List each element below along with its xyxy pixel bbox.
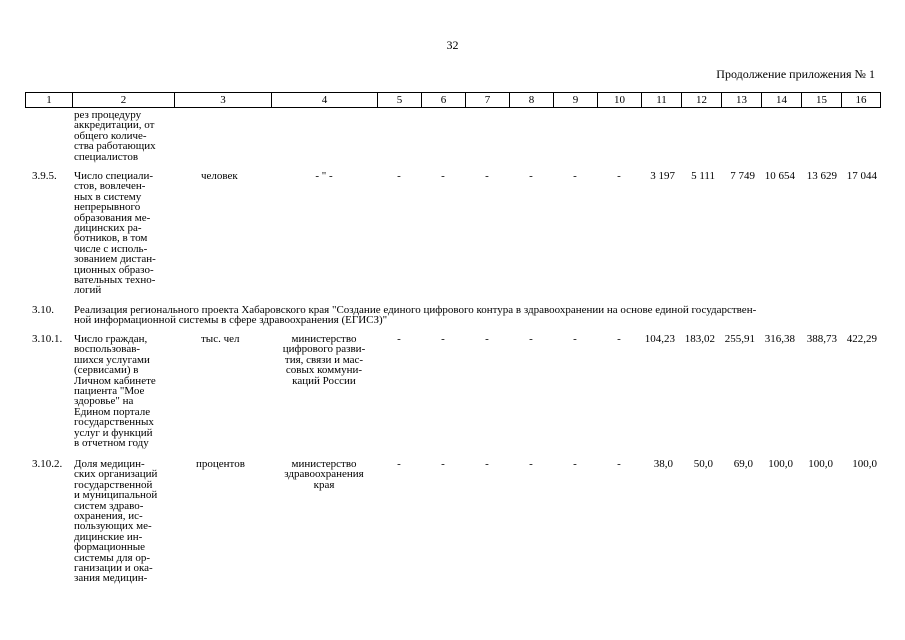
indicator-name: Доля медицин- ских организаций государственной и муниципальной систем здраво- охранения, ис- пользующих ме- дицинские ин- формационные системы для ор- ганизации и ока- зания медицин- [74,458,158,585]
col-header: 15 [802,93,842,108]
value-cell: 100,0 [852,458,877,470]
value-cell: 183,02 [684,333,715,345]
col-header: 2 [73,93,175,108]
col-header: 8 [510,93,554,108]
value-cell: - [397,333,401,345]
col-header: 4 [272,93,378,108]
value-cell: - [397,170,401,182]
value-cell: - [397,458,401,470]
value-cell: 100,0 [808,458,833,470]
column-number-header [25,92,881,108]
responsible: министерство цифрового разви- тия, связи и мас- совых коммуни- каций России [282,333,366,387]
value-cell: - [617,458,621,470]
indicator-name: Число специали- стов, вовлечен- ных в систему непрерывного образования ме- дицинских ра- ботников, в том числе с исполь- зованием дистан- ционных образо- вательных техно- логий [74,170,156,297]
col-header: 7 [466,93,510,108]
value-cell: - [573,170,577,182]
unit: процентов [196,458,245,470]
col-header: 11 [642,93,682,108]
value-cell: - [529,333,533,345]
value-cell: 10 654 [764,170,795,182]
value-cell: - [485,170,489,182]
col-header: 16 [842,93,881,108]
col-header: 5 [378,93,422,108]
value-cell: - [617,170,621,182]
unit: тыс. чел [201,333,240,345]
continuation-label: Продолжение приложения № 1 [716,67,875,81]
col-header: 1 [26,93,73,108]
row-number: 3.9.5. [32,170,57,182]
value-cell: 5 111 [691,170,715,182]
row-number: 3.10. [32,304,54,316]
value-cell: 13 629 [806,170,837,182]
value-cell: - [485,333,489,345]
value-cell: 104,23 [644,333,675,345]
value-cell: - [529,170,533,182]
value-cell: - [617,333,621,345]
value-cell: 3 197 [650,170,675,182]
responsible: министерство здравоохранения края [284,458,364,491]
value-cell: 38,0 [653,458,673,470]
col-header: 3 [175,93,272,108]
unit: человек [201,170,238,182]
col-header: 13 [722,93,762,108]
col-header: 12 [682,93,722,108]
value-cell: - [441,458,445,470]
page-number: 32 [446,38,459,52]
col-header: 9 [554,93,598,108]
value-cell: 50,0 [693,458,713,470]
value-cell: 422,29 [846,333,877,345]
responsible: - " - [315,170,333,182]
value-cell: 69,0 [733,458,753,470]
col-header: 10 [598,93,642,108]
col-header: 6 [422,93,466,108]
row-number: 3.10.1. [32,333,63,345]
value-cell: - [441,170,445,182]
section-title: Реализация регионального проекта Хабаровского края "Создание единого цифрового контура в здравоохранении на основе единой государствен- ной информационной системы в сфере здравоохранения (ЕГИСЗ)" [74,304,757,327]
indicator-name: Число граждан, воспользовав- шихся услугами (сервисами) в Личном кабинете пациента "Мое здоровье" на Едином портале государственных услуг и функций в отчетном году [74,333,156,450]
value-cell: - [573,333,577,345]
value-cell: 7 749 [730,170,755,182]
value-cell: 17 044 [846,170,877,182]
value-cell: - [573,458,577,470]
row-number: 3.10.2. [32,458,63,470]
value-cell: 100,0 [768,458,793,470]
indicator-name: рез процедуру аккредитации, от общего количе- ства работающих специалистов [74,109,156,163]
value-cell: 255,91 [724,333,755,345]
value-cell: 316,38 [764,333,795,345]
value-cell: - [441,333,445,345]
value-cell: - [529,458,533,470]
value-cell: - [485,458,489,470]
value-cell: 388,73 [806,333,837,345]
col-header: 14 [762,93,802,108]
